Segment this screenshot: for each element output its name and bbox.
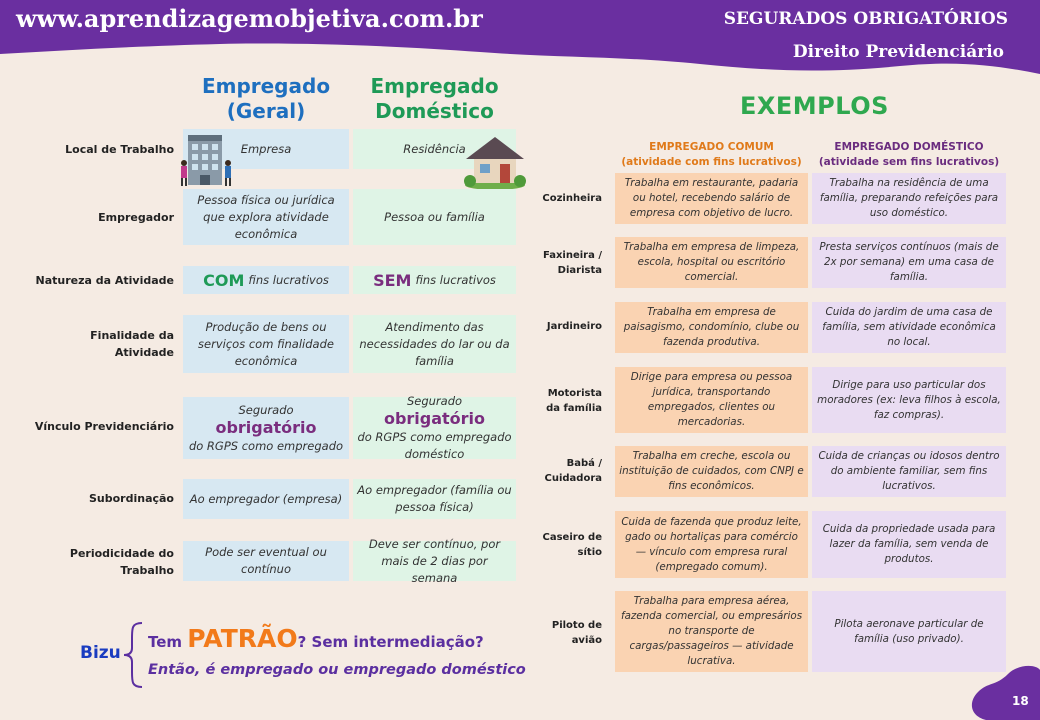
natureza-sem-text: SEM	[373, 270, 412, 290]
example-label: Faxineira / Diarista	[542, 250, 602, 276]
example-comum-cell	[615, 367, 808, 433]
examples-head-comum	[615, 140, 808, 170]
example-comum-text: Dirige para empresa ou pessoa jurídica, transportando empregados, clientes ou mercadorias.	[630, 371, 793, 428]
column-head-geral	[183, 74, 349, 124]
examples-head-comum-1: EMPREGADO COMUM	[649, 141, 774, 153]
example-dom-text: Trabalha na residência de uma família, preparando refeições para uso doméstico.	[819, 177, 999, 219]
row-label-finalidade: Finalidade da Atividade	[90, 329, 174, 359]
cell-local-geral-text: Empresa	[240, 141, 292, 156]
cell-subordinacao-geral	[183, 479, 349, 519]
natureza-com-text: COM	[203, 270, 245, 290]
examples-head-dom-1: EMPREGADO DOMÉSTICO	[834, 141, 984, 153]
curly-brace-icon	[120, 620, 146, 690]
example-dom-text: Pilota aeronave particular de família (uso privado).	[834, 617, 984, 645]
example-dom-cell	[812, 302, 1006, 353]
site-url: www.aprendizagemobjetiva.com.br	[16, 4, 483, 33]
example-dom-cell	[812, 446, 1006, 497]
example-label: Jardineiro	[546, 321, 602, 332]
cell-subordinacao-dom	[353, 479, 516, 519]
vinculo-dom-obrigatorio: obrigatório	[383, 409, 486, 428]
page-title: SEGURADOS OBRIGATÓRIOS	[723, 9, 1008, 29]
examples-title: EXEMPLOS	[740, 92, 889, 120]
examples-head-comum-2: (atividade com fins lucrativos)	[621, 156, 802, 168]
examples-head-domestico	[812, 140, 1006, 170]
bizu-line1-post: ? Sem intermediação?	[297, 633, 484, 651]
natureza-geral-rest: fins lucrativos	[248, 272, 329, 287]
bizu-line-1	[148, 624, 484, 653]
row-label-vinculo: Vínculo Previdenciário	[34, 420, 174, 433]
example-dom-cell	[812, 173, 1006, 224]
example-label: Caseiro de sítio	[542, 532, 602, 558]
natureza-dom-rest: fins lucrativos	[415, 272, 496, 287]
cell-empregador-dom-text: Pessoa ou família	[384, 209, 485, 224]
example-comum-text: Trabalha em empresa de limpeza, escola, hospital ou escritório comercial.	[623, 241, 800, 283]
example-dom-text: Cuida da propriedade usada para lazer da família, sem venda de produtos.	[822, 523, 996, 565]
page-subtitle: Direito Previdenciário	[792, 42, 1004, 62]
page-number: 18	[1012, 694, 1029, 708]
example-comum-cell	[615, 511, 808, 578]
example-comum-text: Cuida de fazenda que produz leite, gado ou hortaliças para comércio — vínculo com empresa rural (empregado comum).	[621, 515, 802, 573]
example-dom-cell	[812, 237, 1006, 288]
example-dom-cell	[812, 511, 1006, 578]
example-comum-cell	[615, 591, 808, 672]
house-icon	[462, 133, 528, 191]
column-head-domestico-line1: Empregado	[370, 74, 499, 98]
cell-finalidade-geral-text: Produção de bens ou serviços com finalidade econômica	[198, 319, 334, 368]
row-label-empregador: Empregador	[98, 211, 174, 224]
row-label-subordinacao: Subordinação	[88, 492, 174, 505]
example-comum-text: Trabalha em creche, escola ou instituição de cuidados, com CNPJ e fins econômicos.	[619, 450, 804, 492]
cell-empregador-geral-text: Pessoa física ou jurídica que explora atividade econômica	[197, 192, 335, 241]
vinculo-dom-post: do RGPS como empregado doméstico	[357, 430, 512, 461]
example-comum-cell	[615, 446, 808, 497]
example-label: Piloto de avião	[551, 620, 602, 646]
cell-local-dom-text: Residência	[403, 141, 466, 156]
cell-vinculo-dom	[353, 394, 516, 461]
column-head-domestico-line2: Doméstico	[375, 99, 494, 123]
office-building-icon	[172, 133, 234, 189]
example-comum-cell	[615, 173, 808, 224]
cell-periodicidade-dom	[353, 536, 516, 585]
header-banner	[0, 0, 1040, 90]
page-corner-blob	[966, 664, 1040, 720]
example-label: Babá / Cuidadora	[544, 458, 602, 484]
column-head-geral-line2: (Geral)	[226, 99, 306, 123]
example-dom-text: Dirige para uso particular dos moradores (ex: leva filhos à escola, faz compras).	[817, 378, 1001, 421]
bizu-patrao: PATRÃO	[187, 624, 298, 653]
row-label-local: Local de Trabalho	[65, 143, 174, 156]
row-label-natureza: Natureza da Atividade	[35, 274, 174, 287]
row-label-periodicidade: Periodicidade do Trabalho	[69, 547, 174, 577]
cell-empregador-geral	[183, 189, 349, 245]
example-comum-text: Trabalha para empresa aérea, fazenda comercial, ou empresários no transporte de cargas/passageiros — atividade lucrativa.	[620, 595, 803, 667]
vinculo-geral-post: do RGPS como empregado	[188, 438, 344, 453]
column-head-domestico	[353, 74, 516, 124]
cell-subordinacao-dom-text: Ao empregador (família ou pessoa física)	[357, 483, 512, 514]
cell-natureza-geral	[183, 266, 349, 294]
vinculo-geral-pre: Segurado	[238, 402, 294, 417]
example-dom-text: Presta serviços contínuos (mais de 2x por semana) em uma casa de família.	[819, 241, 999, 283]
cell-periodicidade-dom-text: Deve ser contínuo, por mais de 2 dias por semana	[368, 536, 501, 585]
example-comum-cell	[615, 237, 808, 288]
cell-finalidade-dom-text: Atendimento das necessidades do lar ou da família	[359, 319, 510, 368]
column-head-geral-line1: Empregado	[201, 74, 331, 98]
cell-periodicidade-geral-text: Pode ser eventual ou contínuo	[205, 545, 327, 576]
example-comum-cell	[615, 302, 808, 353]
example-label: Cozinheira	[542, 193, 602, 204]
example-dom-text: Cuida de crianças ou idosos dentro do ambiente familiar, sem fins lucrativos.	[818, 450, 1000, 492]
example-label: Motorista da família	[546, 388, 602, 414]
cell-natureza-dom	[353, 266, 516, 294]
cell-vinculo-geral	[183, 397, 349, 459]
example-dom-text: Cuida do jardim de uma casa de família, sem atividade econômica no local.	[822, 306, 996, 348]
cell-empregador-dom	[353, 189, 516, 245]
bizu-tem: Tem	[148, 633, 183, 651]
vinculo-geral-obrigatorio: obrigatório	[215, 417, 317, 437]
example-dom-cell	[812, 367, 1006, 433]
vinculo-dom-pre: Segurado	[406, 394, 463, 408]
examples-head-dom-2: (atividade sem fins lucrativos)	[818, 156, 1000, 168]
bizu-line-2: Então, é empregado ou empregado doméstico	[148, 662, 526, 678]
cell-subordinacao-geral-text: Ao empregador (empresa)	[189, 491, 343, 506]
cell-finalidade-geral	[183, 315, 349, 373]
example-comum-text: Trabalha em restaurante, padaria ou hotel, recebendo salário de empresa com objetivo de lucro.	[624, 177, 799, 219]
example-dom-cell	[812, 591, 1006, 672]
bizu-label: Bizu	[80, 643, 121, 663]
example-comum-text: Trabalha em empresa de paisagismo, condomínio, clube ou fazenda produtiva.	[623, 306, 800, 348]
cell-periodicidade-geral	[183, 541, 349, 581]
cell-finalidade-dom	[353, 315, 516, 373]
